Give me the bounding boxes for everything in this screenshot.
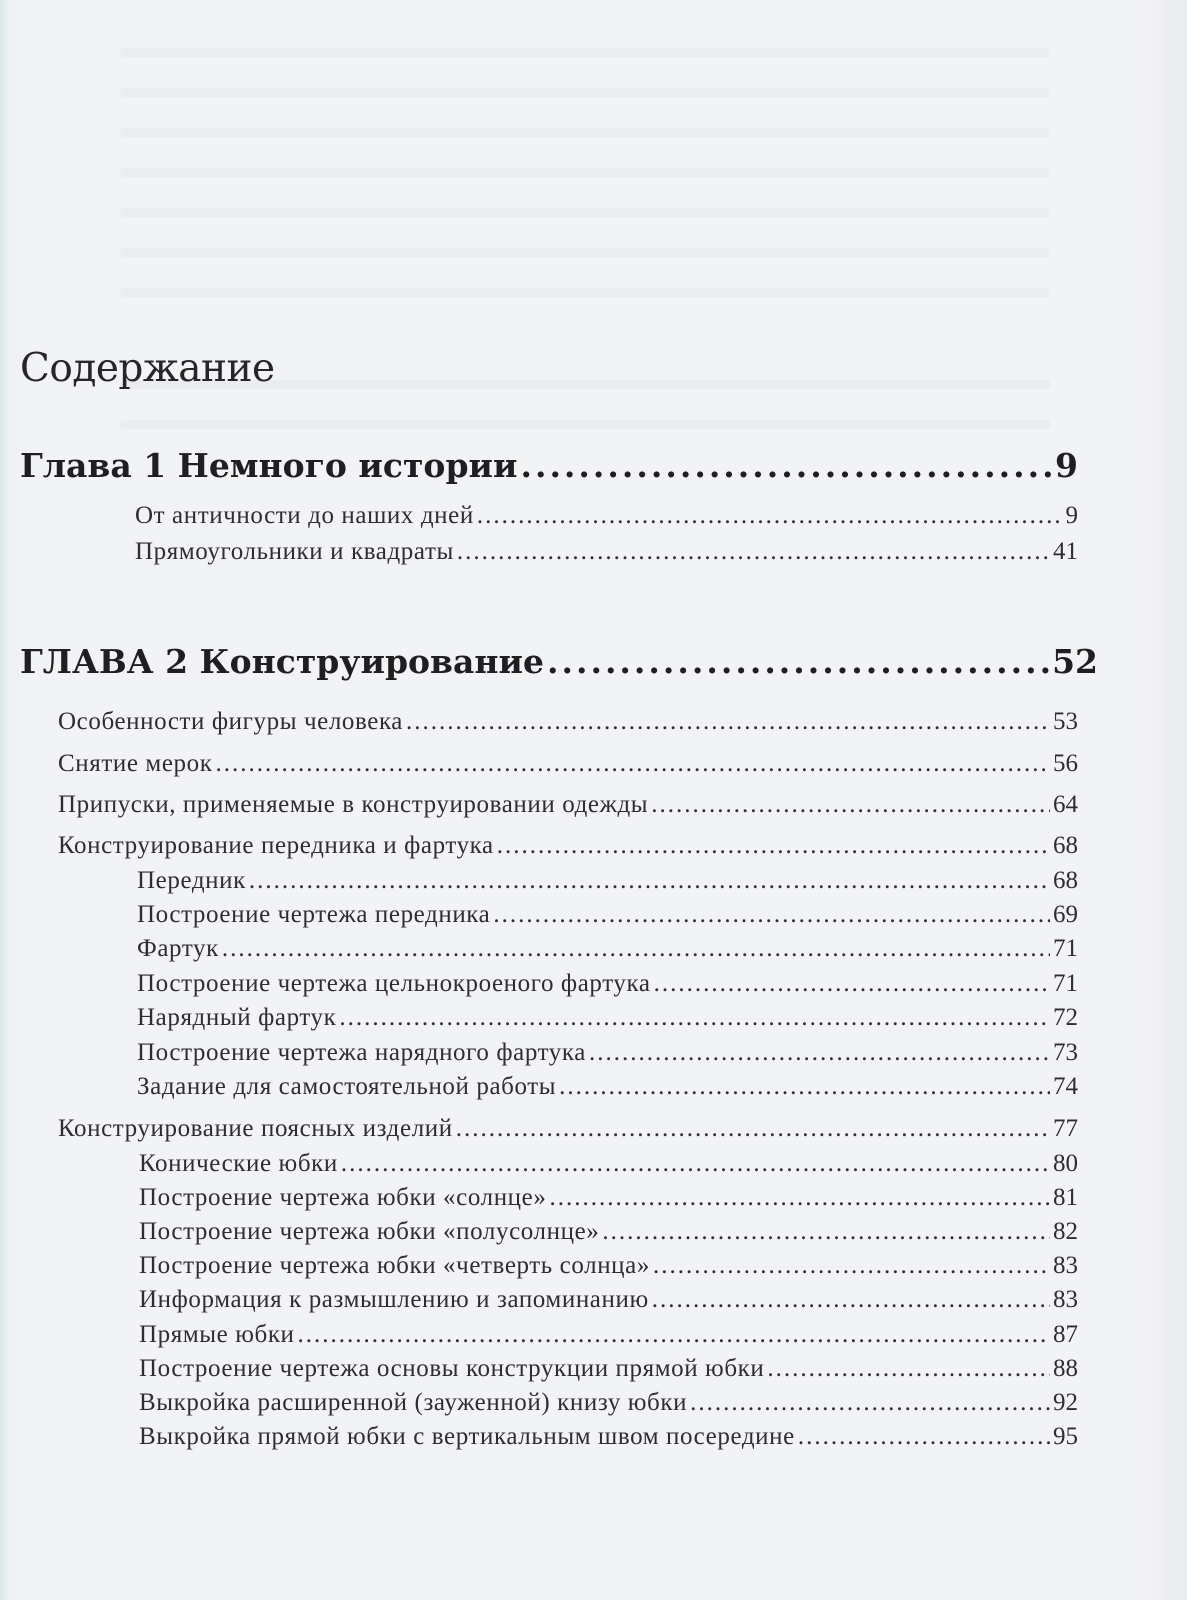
- entry-title: Информация к размышлению и запоминанию: [139, 1286, 649, 1313]
- entry-title: Построение чертежа нарядного фартука: [137, 1039, 586, 1066]
- page-number: 41: [1053, 538, 1078, 565]
- show-through-line: [120, 420, 1050, 429]
- entry-title: Выкройка расширенной (зауженной) книзу юбки: [139, 1389, 688, 1416]
- entry-title: Построение чертежа цельнокроеного фартука: [137, 970, 651, 997]
- toc-entry[interactable]: [135, 538, 1078, 566]
- entry-title: От античности до наших дней: [135, 502, 474, 529]
- dot-leader: [215, 750, 1050, 778]
- page-number: 68: [1053, 867, 1078, 894]
- dot-leader: [341, 1150, 1050, 1178]
- toc-entry[interactable]: [139, 1252, 1078, 1280]
- toc-entry[interactable]: [137, 1073, 1078, 1101]
- page-number: 71: [1053, 935, 1078, 962]
- page-number: 56: [1053, 750, 1078, 777]
- entry-title: Выкройка прямой юбки с вертикальным швом посередине: [139, 1423, 795, 1450]
- toc-entry[interactable]: [139, 1150, 1078, 1178]
- show-through-line: [120, 128, 1050, 137]
- toc-entry[interactable]: [137, 1004, 1078, 1032]
- dot-leader: [406, 708, 1050, 736]
- entry-title: Особенности фигуры человека: [58, 708, 404, 735]
- page-number: 83: [1053, 1252, 1078, 1279]
- toc-entry[interactable]: [139, 1423, 1078, 1451]
- entry-title: Прямые юбки: [139, 1321, 295, 1348]
- page-number: 69: [1053, 901, 1078, 928]
- show-through-line: [120, 208, 1050, 217]
- dot-leader: [339, 1004, 1050, 1032]
- page-number: 73: [1053, 1039, 1078, 1066]
- page-number: 81: [1053, 1184, 1078, 1211]
- entry-title: Построение чертежа основы конструкции прямой юбки: [139, 1355, 765, 1382]
- toc-entry[interactable]: [58, 791, 1078, 819]
- show-through-line: [120, 168, 1050, 177]
- toc-entry[interactable]: [139, 1389, 1078, 1417]
- dot-leader: [547, 642, 1049, 681]
- entry-title: Передник: [137, 867, 246, 894]
- entry-title: Построение чертежа передника: [137, 901, 491, 928]
- entry-title: Припуски, применяемые в конструировании одежды: [58, 791, 649, 818]
- chapter-title: Глава 1 Немного истории: [20, 446, 518, 485]
- dot-leader: [690, 1389, 1050, 1417]
- entry-title: Построение чертежа юбки «полусолнце»: [139, 1218, 600, 1245]
- dot-leader: [559, 1073, 1050, 1101]
- chapter-title: ГЛАВА 2 Конструирование: [20, 642, 544, 681]
- toc-entry[interactable]: [139, 1184, 1078, 1212]
- toc-entry[interactable]: [137, 1039, 1078, 1067]
- dot-leader: [549, 1184, 1050, 1212]
- dot-leader: [653, 1252, 1050, 1280]
- dot-leader: [520, 446, 1052, 485]
- entry-title: Нарядный фартук: [137, 1004, 337, 1031]
- page-number: 52: [1052, 642, 1098, 681]
- toc-entry[interactable]: [139, 1321, 1078, 1349]
- toc-entry[interactable]: [137, 901, 1078, 929]
- page-number: 71: [1053, 970, 1078, 997]
- page-number: 82: [1053, 1218, 1078, 1245]
- show-through-line: [120, 288, 1050, 297]
- entry-title: Снятие мерок: [58, 750, 213, 777]
- toc-entry[interactable]: [139, 1355, 1078, 1383]
- page-number: 72: [1053, 1004, 1078, 1031]
- dot-leader: [222, 935, 1050, 963]
- page-number: 88: [1053, 1355, 1078, 1382]
- dot-leader: [493, 901, 1050, 929]
- toc-entry[interactable]: [58, 1115, 1078, 1143]
- chapter-heading[interactable]: [20, 642, 1098, 681]
- entry-title: Конструирование передника и фартука: [58, 832, 494, 859]
- page-number: 95: [1053, 1423, 1078, 1450]
- dot-leader: [298, 1321, 1050, 1349]
- entry-title: Построение чертежа юбки «четверть солнца»: [139, 1252, 650, 1279]
- page-number: 80: [1053, 1150, 1078, 1177]
- toc-entry[interactable]: [137, 970, 1078, 998]
- entry-title: Задание для самостоятельной работы: [137, 1073, 557, 1100]
- entry-title: Прямоугольники и квадраты: [135, 538, 454, 565]
- dot-leader: [457, 538, 1050, 566]
- entry-title: Конические юбки: [139, 1150, 338, 1177]
- toc-entry[interactable]: [58, 832, 1078, 860]
- dot-leader: [456, 1115, 1050, 1143]
- page-number: 92: [1053, 1389, 1078, 1416]
- show-through-line: [120, 248, 1050, 257]
- toc-entry[interactable]: [58, 708, 1078, 736]
- toc-entry[interactable]: [137, 867, 1078, 895]
- show-through-line: [120, 48, 1050, 57]
- toc-entry[interactable]: [58, 750, 1078, 778]
- page-number: 68: [1053, 832, 1078, 859]
- chapter-heading[interactable]: [20, 446, 1078, 485]
- dot-leader: [477, 502, 1063, 530]
- toc-entry[interactable]: [135, 502, 1078, 530]
- entry-title: Построение чертежа юбки «солнце»: [139, 1184, 547, 1211]
- dot-leader: [497, 832, 1050, 860]
- page-number: 87: [1053, 1321, 1078, 1348]
- dot-leader: [654, 970, 1050, 998]
- dot-leader: [602, 1218, 1050, 1246]
- page-number: 53: [1053, 708, 1078, 735]
- dot-leader: [767, 1355, 1050, 1383]
- page-number: 74: [1053, 1073, 1078, 1100]
- dot-leader: [651, 791, 1050, 819]
- page-number: 9: [1065, 502, 1078, 529]
- dot-leader: [798, 1423, 1050, 1451]
- page-number: 9: [1055, 446, 1078, 485]
- dot-leader: [652, 1286, 1050, 1314]
- dot-leader: [249, 867, 1050, 895]
- page-title: Содержание: [20, 346, 275, 392]
- entry-title: Фартук: [137, 935, 219, 962]
- entry-title: Конструирование поясных изделий: [58, 1115, 453, 1142]
- toc-entry[interactable]: [137, 935, 1078, 963]
- page-number: 64: [1053, 791, 1078, 818]
- page-number: 77: [1053, 1115, 1078, 1142]
- toc-entry[interactable]: [139, 1218, 1078, 1246]
- toc-entry[interactable]: [139, 1286, 1078, 1314]
- page-number: 83: [1053, 1286, 1078, 1313]
- show-through-line: [120, 88, 1050, 97]
- dot-leader: [589, 1039, 1050, 1067]
